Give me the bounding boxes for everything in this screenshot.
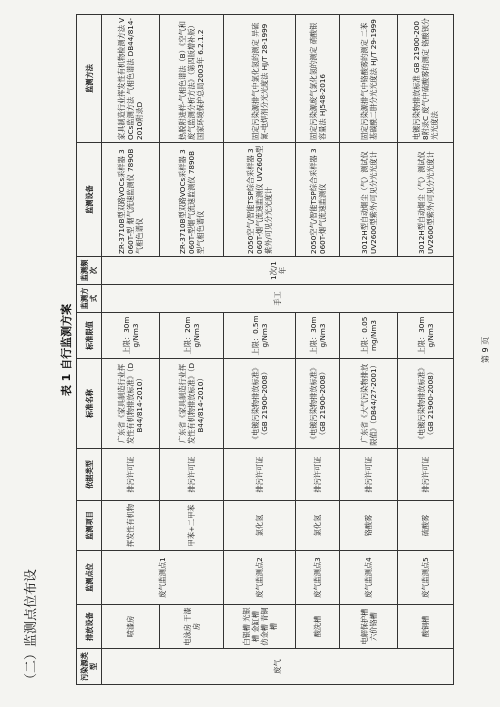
header-cell: 监测设备 xyxy=(77,143,102,257)
method-cell: 固定污染源排气中铬酸雾的测定 二苯基碳酰二肼分光光度法 HJ/T 29-1999 xyxy=(340,15,398,143)
equipment-cell: 电解保护槽 六价铬槽 xyxy=(340,605,398,649)
header-cell: 监测频次 xyxy=(77,257,102,285)
table-row xyxy=(398,15,454,685)
table-row xyxy=(296,15,340,685)
section-heading: （二）监测点位布设 xyxy=(24,568,39,686)
header-cell: 标准名称 xyxy=(77,359,102,449)
item-cell: 甲苯+二甲苯 xyxy=(160,501,224,551)
device-cell: ZR-3710B型双路VOCs采样器 3060T-型 烟气流速监测仪 7890B气相色谱仪 xyxy=(102,143,160,257)
frequency-cell: 1次/1年 xyxy=(102,257,454,285)
header-row xyxy=(77,15,102,685)
standard-cell: 《电镀污染物排放标准》（GB 21900-2008） xyxy=(296,359,340,449)
page-number: 第 9 页 xyxy=(481,336,490,364)
point-cell: 废气监测点3 xyxy=(296,551,340,605)
point-cell: 废气监测点4 xyxy=(340,551,398,605)
point-cell: 废气监测点5 xyxy=(398,551,454,605)
standard-cell: 广东省《家具制造行业挥发性有机物排放标准》（DB44/814-2010） xyxy=(160,359,224,449)
equipment-cell: 白银槽 光银槽 金缸槽 仿金槽 青铜槽 xyxy=(224,605,296,649)
device-cell: 3012H型自动烟尘（气）测试仪 UV2600型紫外/可见分光光度计 xyxy=(340,143,398,257)
item-cell: 挥发性有机物 xyxy=(102,501,160,551)
item-cell: 氯化氢 xyxy=(224,501,296,551)
header-cell: 监测项目 xyxy=(77,501,102,551)
standard-cell: 广东省《家具制造行业挥发性有机物排放标准》（DB44/814-2010） xyxy=(102,359,160,449)
method-cell: 固定污染源废气氯化氢的测定 硝酸银容量法 HJ548-2016 xyxy=(296,15,340,143)
header-cell: 监测方法 xyxy=(77,15,102,143)
device-cell: 2050空气/智能TSP综合采样器 3060T-烟气流速监测仪 xyxy=(296,143,340,257)
equipment-cell: 酸铜槽 xyxy=(398,605,454,649)
limit-cell: 上限：30mg/Nm3 xyxy=(398,313,454,359)
point-cell: 废气监测点1 xyxy=(102,551,224,605)
header-cell: 监测方式 xyxy=(77,285,102,313)
table-row xyxy=(102,15,160,685)
standard-cell: 《电镀污染物排放标准》（GB 21900-2008） xyxy=(224,359,296,449)
limit-cell: 上限：30mg/Nm3 xyxy=(296,313,340,359)
standard-cell: 广东省《大气污染物排放限值》（DB44/27-2001） xyxy=(340,359,398,449)
header-cell: 排放设备 xyxy=(77,605,102,649)
header-cell: 依据类型 xyxy=(77,449,102,501)
equipment-cell: 酸洗槽 xyxy=(296,605,340,649)
basis-cell: 排污许可证 xyxy=(340,449,398,501)
source-type-cell: 废气 xyxy=(102,649,454,685)
basis-cell: 排污许可证 xyxy=(102,449,160,501)
mode-cell: 手工 xyxy=(102,285,454,313)
table-row xyxy=(340,15,398,685)
basis-cell: 排污许可证 xyxy=(224,449,296,501)
header-cell: 污染源类型 xyxy=(77,649,102,685)
item-cell: 氯化氢 xyxy=(296,501,340,551)
equipment-cell: 电泳房 干漆房 xyxy=(160,605,224,649)
table-caption: 表 1 自行监测方案 xyxy=(60,303,73,397)
device-cell: 2050空气/智能TSP综合采样器 3060T-烟气流速监测仪 UV2600型紫外/可见分光光度计 xyxy=(224,143,296,257)
limit-cell: 上限：30mg/Nm3 xyxy=(102,313,160,359)
monitoring-plan-table xyxy=(76,14,454,685)
limit-cell: 上限：0.05mg/Nm3 xyxy=(340,313,398,359)
method-cell: 固定污染源排气中氯化氢的测定 异硫氰-电焊剂分光光度法 HJ/T 28-1999 xyxy=(224,15,296,143)
point-cell: 废气监测点2 xyxy=(224,551,296,605)
device-cell: ZR-3710B型双路VOCs采样器 3060T-型烟气流速监测仪 7890B型气相色谱仪 xyxy=(160,143,224,257)
limit-cell: 上限：20mg/Nm3 xyxy=(160,313,224,359)
basis-cell: 排污许可证 xyxy=(398,449,454,501)
equipment-cell: 喷漆房 xyxy=(102,605,160,649)
item-cell: 铬酸雾 xyxy=(340,501,398,551)
standard-cell: 《电镀污染物排放标准》（GB 21900-2008） xyxy=(398,359,454,449)
table-row xyxy=(224,15,296,685)
header-cell: 监测点位 xyxy=(77,551,102,605)
device-cell: 3012H型自动烟尘（气）测试仪 UV2600型紫外/可见分光光度计 xyxy=(398,143,454,257)
basis-cell: 排污许可证 xyxy=(160,449,224,501)
method-cell: 热脱附进样-气相色谱法（B）《空气和废气监测分析方法》（第四版增补版）国家环境保护总局2003年 6.2.1.2 xyxy=(160,15,224,143)
item-cell: 硫酸雾 xyxy=(398,501,454,551)
method-cell: 家具制造行业挥发性有机物检测方法 VOCs监测方法 气相色谱法 DB44/814-2010附录D xyxy=(102,15,160,143)
limit-cell: 上限：0.5mg/Nm3 xyxy=(224,313,296,359)
basis-cell: 排污许可证 xyxy=(296,449,340,501)
header-cell: 标准限值 xyxy=(77,313,102,359)
method-cell: 电镀污染物排放标准 GB 21900-2008附录C 废气中硫酸雾的测定 铬酸钡分光光度法 xyxy=(398,15,454,143)
